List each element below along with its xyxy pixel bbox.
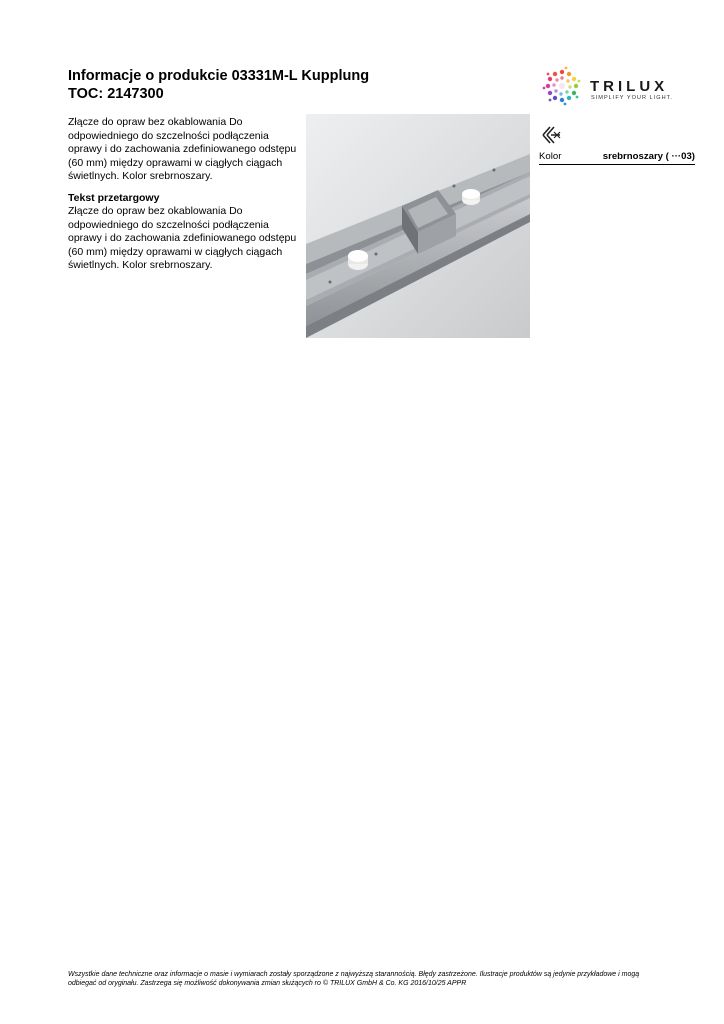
- product-description: [68, 116, 303, 184]
- spec-color-value: srebrnoszary ( ···03): [602, 151, 695, 162]
- spec-divider: [539, 164, 695, 165]
- logo-brand: TRILUX: [590, 78, 669, 95]
- enec-mark-icon: [540, 124, 564, 146]
- trilux-logo: [540, 64, 690, 108]
- tender-heading: Tekst przetargowy: [68, 192, 160, 204]
- color-burst-icon: [540, 64, 584, 108]
- tender-text: Złącze do opraw bez okablowania Do odpowiedniego do szczelności podłączenia oprawy i do zachowania zdefiniowanego odstępu (60 mm) między oprawami w ciągłych ciągach świetlnych. Kolor srebrnoszary.: [68, 205, 297, 272]
- logo-tagline: SIMPLIFY YOUR LIGHT.: [591, 95, 673, 101]
- footer-disclaimer: Wszystkie dane techniczne oraz informacje o masie i wymiarach zostały sporządzone z najwyższą starannością. Błędy zastrzeżone. Ilustracje produktów są jedynie przykładowe i mogą odbiegać od oryginału. Zastrzega się możliwość dokonywania zmian służących ro © TRILUX GmbH & Co. KG 2016/10/25 APPR: [68, 971, 640, 987]
- description-text: Złącze do opraw bez okablowania Do odpowiedniego do szczelności podłączenia oprawy i do zachowania zdefiniowanego odstępu (60 mm) między oprawami w ciągłych ciągach świetlnych. Kolor srebrnoszary.: [68, 116, 297, 183]
- spec-color-label: Kolor: [539, 151, 562, 162]
- page-title: [68, 67, 369, 103]
- product-photo: [306, 114, 530, 338]
- title-toc: TOC: 2147300: [68, 86, 164, 102]
- title-product: Informacje o produkcie 03331M-L Kupplung: [68, 68, 370, 84]
